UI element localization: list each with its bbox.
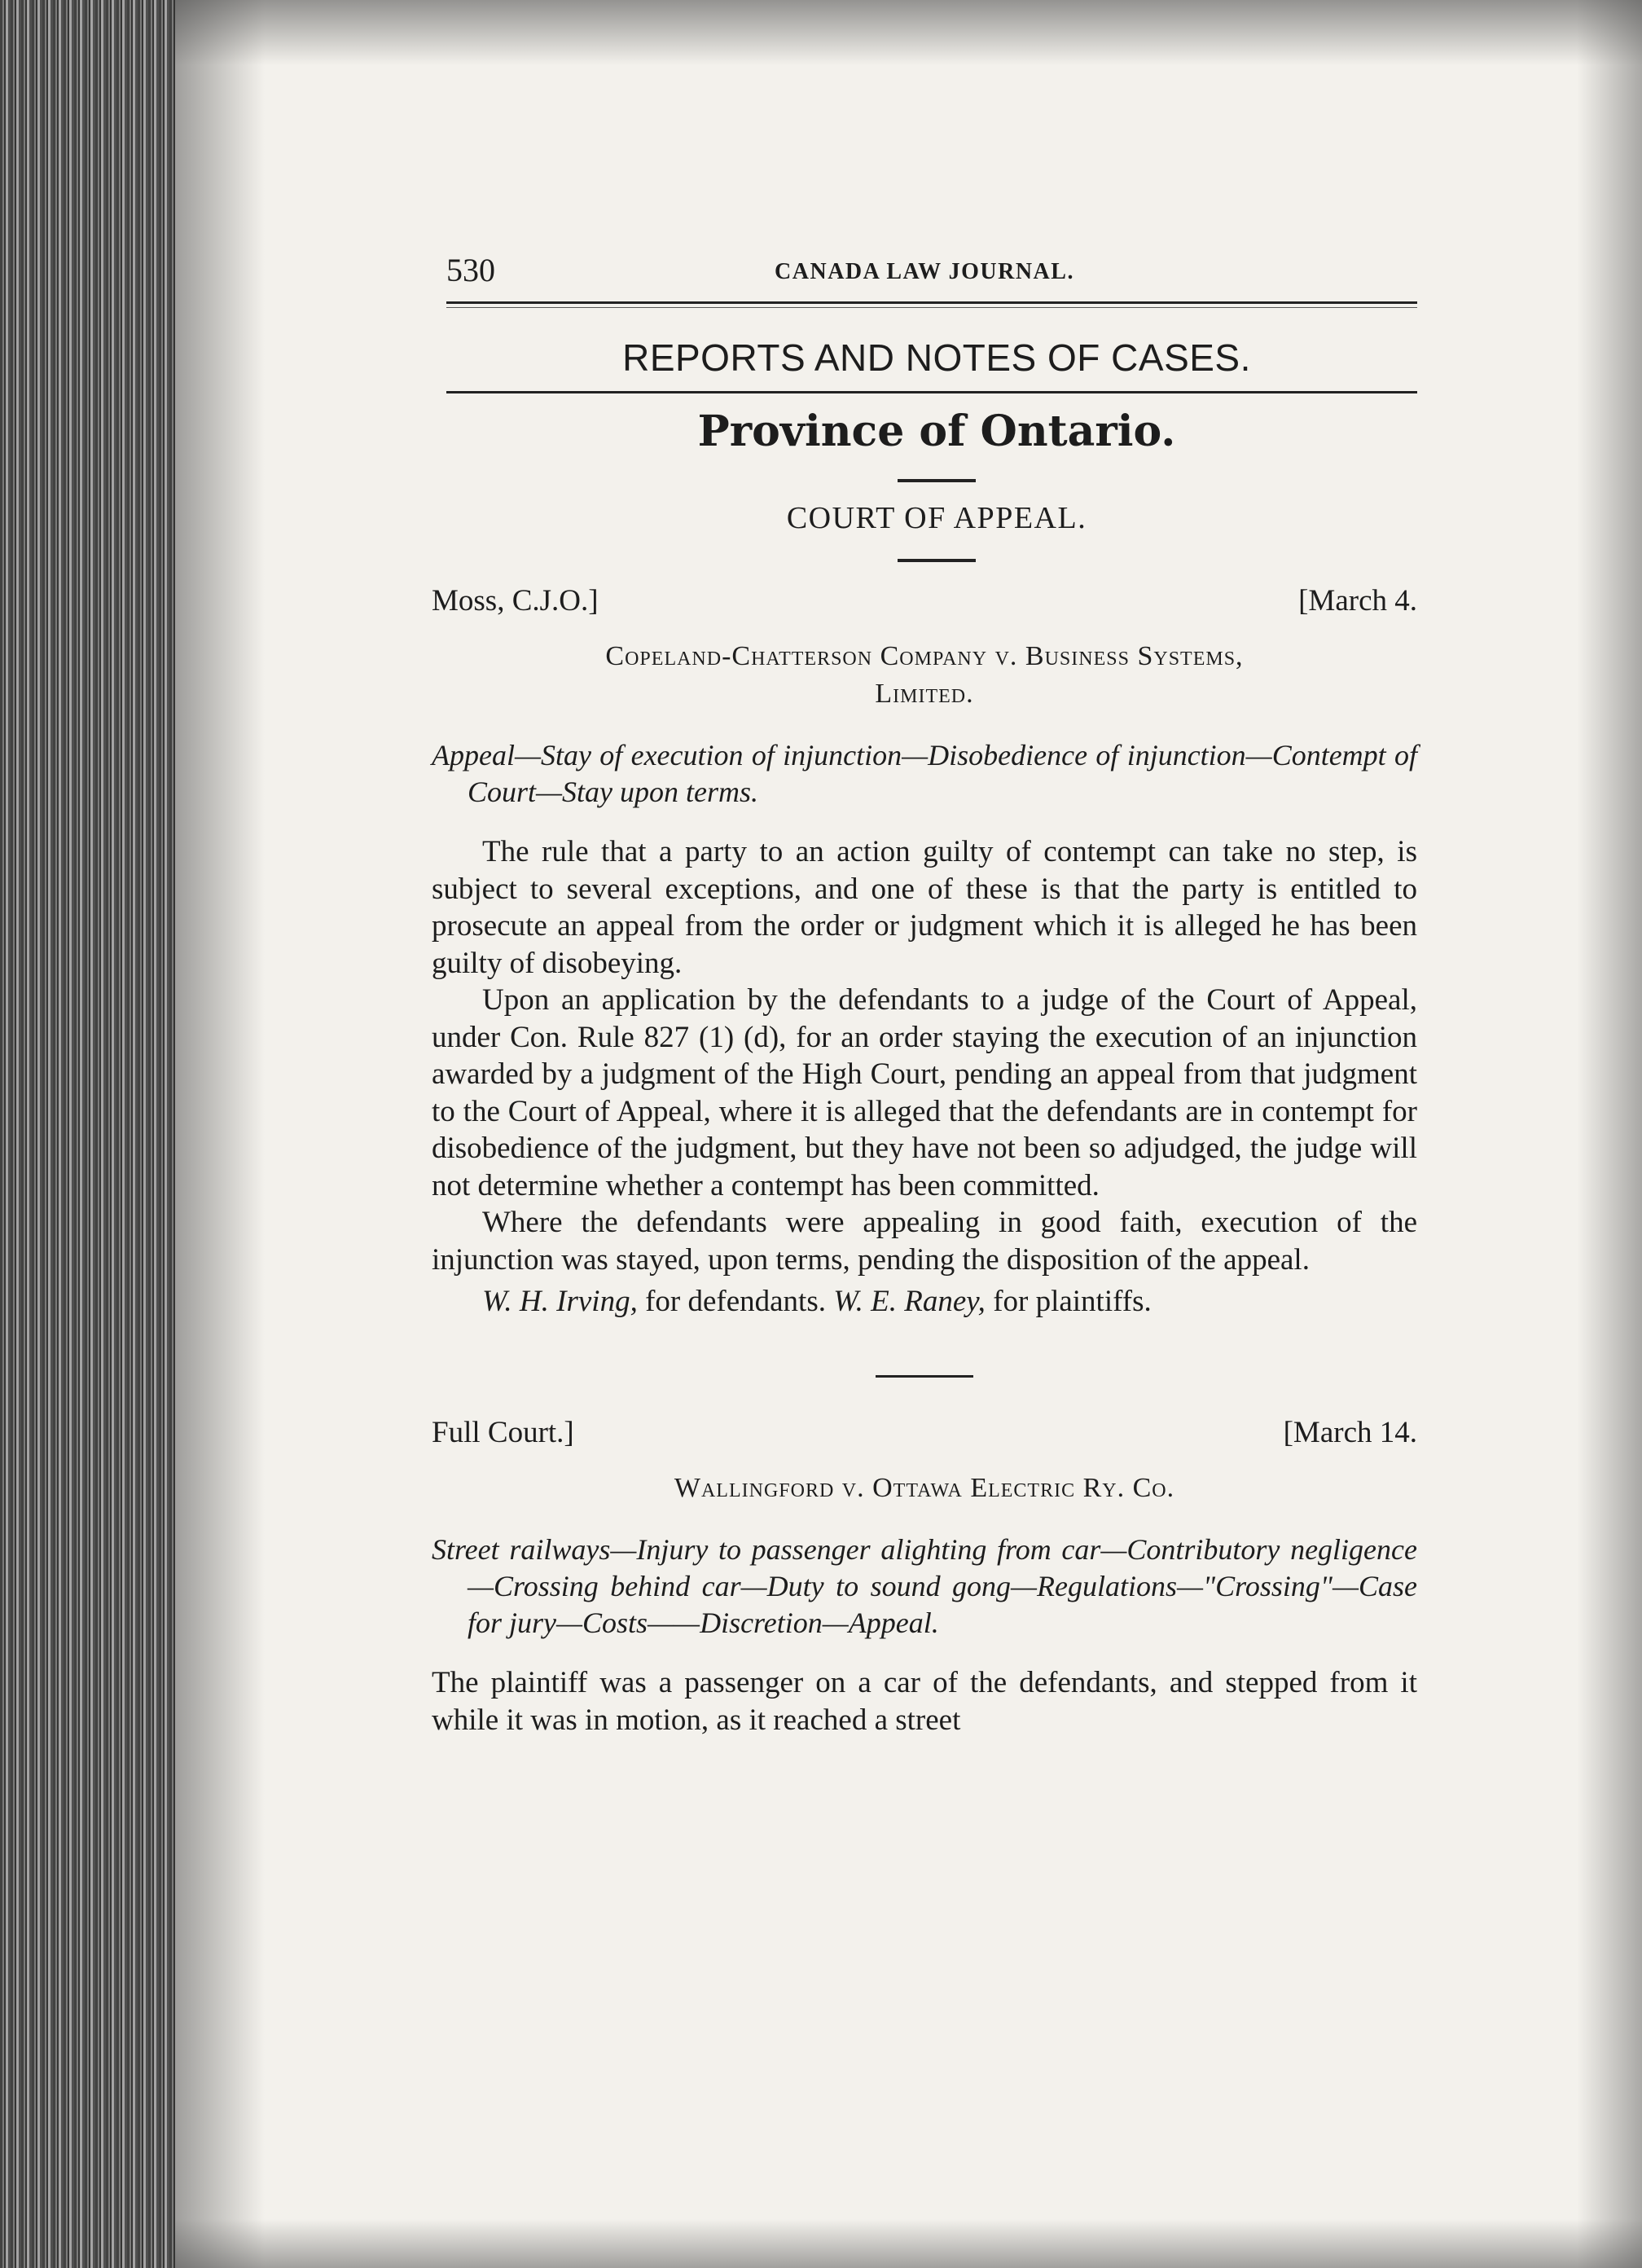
case-judge: Moss, C.J.O.] [432, 584, 599, 618]
case-separator [876, 1375, 973, 1378]
short-rule [898, 559, 976, 562]
journal-title: CANADA LAW JOURNAL. [775, 259, 1074, 284]
counsel-plaintiffs-role: for plaintiffs. [985, 1285, 1152, 1318]
case-paragraph: The plaintiff was a passenger on a car of the defendants, and stepped from it while it was in motion, as it reached a street [432, 1666, 1417, 1737]
section-title: REPORTS AND NOTES OF CASES. [622, 336, 1251, 379]
case-header [432, 583, 1417, 618]
book-binding-shadow [0, 0, 175, 2268]
page-content [432, 244, 1417, 1738]
case-header [432, 1415, 1417, 1450]
case-counsel [432, 1283, 1417, 1320]
case-date: [March 14. [1283, 1416, 1417, 1449]
running-head [432, 244, 1417, 301]
counsel-defendants-name: W. H. Irving, [482, 1285, 638, 1318]
bottom-edge-shadow [175, 2219, 1642, 2268]
case-paragraph: Upon an application by the defendants to a judge of the Court of Appeal, under Con. Rule 827 (1) (d), for an order staying the execution of an injunction awarded by a judgment of the High Court, pending an appeal from that judgment to the Court of Appeal, where it is alleged that the defendants are in contempt for disobedience of the judgment, but they have not been so adjudged, the judge will not determine whether a contempt has been committed. [432, 983, 1417, 1202]
case-date: [March 4. [1298, 584, 1417, 618]
caption-line: Wallingford v. Ottawa Electric Ry. Co. [674, 1473, 1175, 1503]
case-paragraph: The rule that a party to an action guilty of contempt can take no step, is subject to several exceptions, and one of these is that the party is entitled to prosecute an appeal from the order or judgment which it is alleged he has been guilty of disobeying. [432, 835, 1417, 980]
caption-line: Limited. [875, 679, 974, 709]
case-headnote: Street railways—Injury to passenger alighting from car—Contributory negligence—Crossing behind car—Duty to sound gong—Regulations—"Crossing"—Case for jury—Costs——Discretion—Appeal. [432, 1533, 1417, 1639]
case-caption [464, 638, 1385, 713]
header-rule [446, 301, 1417, 308]
case-headnote: Appeal—Stay of execution of injunction—Disobedience of injunction—Contempt of Court—Stay upon terms. [432, 739, 1417, 808]
counsel-defendants-role: for defendants. [637, 1285, 834, 1318]
case-judge: Full Court.] [432, 1416, 574, 1449]
right-edge-shadow [1577, 0, 1642, 2268]
section-rule [446, 391, 1417, 393]
page-number: 530 [446, 252, 495, 288]
case-caption [464, 1470, 1385, 1507]
top-edge-shadow [175, 0, 1642, 65]
case-paragraph: Where the defendants were appealing in good faith, execution of the injunction was stayed, upon terms, pending the disposition of the appeal. [432, 1206, 1417, 1277]
binding-fade [175, 0, 265, 2268]
caption-line: Copeland-Chatterson Company v. Business Systems, [605, 641, 1244, 671]
counsel-plaintiffs-name: W. E. Raney, [833, 1285, 986, 1318]
short-rule [898, 479, 976, 482]
province-heading: Province of Ontario. [697, 407, 1176, 456]
court-heading: COURT OF APPEAL. [786, 501, 1087, 535]
